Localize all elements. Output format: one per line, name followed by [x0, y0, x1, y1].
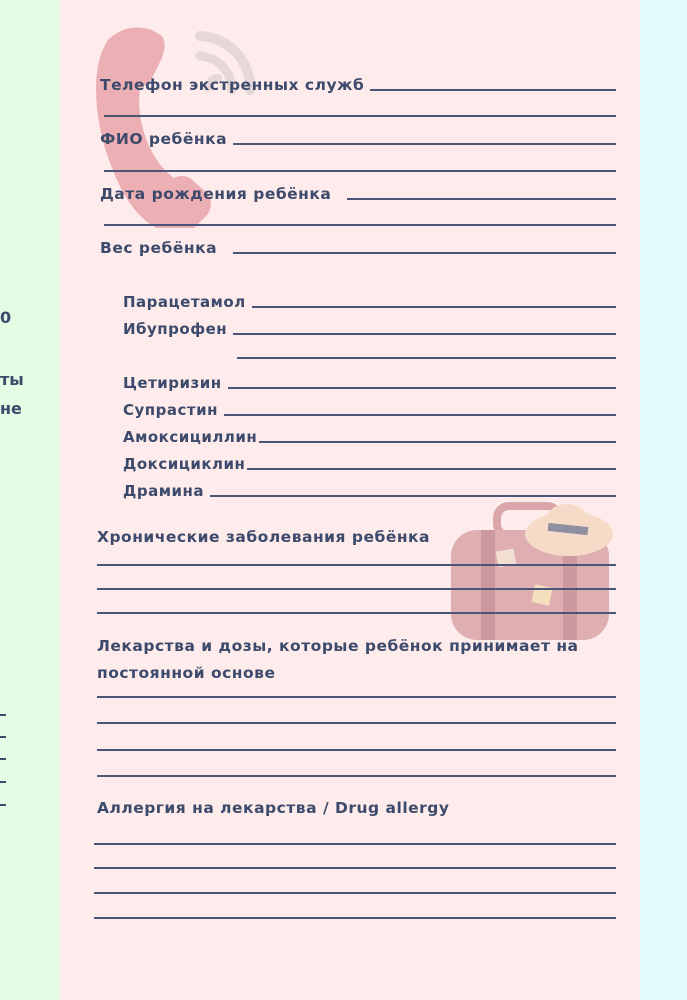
- medicine-label: Амоксициллин: [123, 428, 258, 446]
- medicine-dose-line[interactable]: [247, 468, 616, 470]
- left-page-fragment: 0: [0, 308, 12, 327]
- regular-medicines-line[interactable]: [97, 775, 616, 777]
- left-page-dash: [0, 736, 6, 738]
- regular-medicines-line[interactable]: [97, 749, 616, 751]
- left-page-dash: [0, 714, 6, 716]
- emergency-phone-line-2[interactable]: [104, 115, 616, 117]
- child-birthdate-line-2[interactable]: [104, 224, 616, 226]
- medicine-dose-line[interactable]: [233, 333, 616, 335]
- child-name-field: [100, 130, 616, 148]
- medicine-paracetamol: [123, 293, 616, 311]
- left-page-dash: [0, 804, 6, 806]
- right-neighbor-page: [640, 0, 687, 1000]
- suitcase-icon: [445, 500, 615, 645]
- medicine-dose-line[interactable]: [259, 441, 616, 443]
- medicine-dose-line[interactable]: [210, 495, 616, 497]
- drug-allergy-line[interactable]: [94, 867, 616, 869]
- left-page-dash: [0, 781, 6, 783]
- left-page-fragment: не: [0, 399, 22, 418]
- chronic-diseases-line[interactable]: [97, 564, 616, 566]
- child-weight-label: Вес ребёнка: [100, 239, 218, 257]
- child-name-line[interactable]: [233, 143, 616, 145]
- medicine-label: Ибупрофен: [123, 320, 228, 338]
- medical-info-page: [60, 0, 640, 1000]
- medicine-dramina: [123, 482, 616, 500]
- drug-allergy-line[interactable]: [94, 843, 616, 845]
- drug-allergy-line[interactable]: [94, 917, 616, 919]
- medicine-ibuprofen: [123, 320, 616, 338]
- medicine-label: Супрастин: [123, 401, 218, 419]
- regular-medicines-heading: Лекарства и дозы, которые ребёнок принимает на постоянной основе: [97, 637, 579, 682]
- medicine-dose-line[interactable]: [228, 387, 616, 389]
- medicine-label: Драмина: [123, 482, 204, 500]
- medicine-dose-line[interactable]: [252, 306, 616, 308]
- medicine-extra-line[interactable]: [237, 357, 616, 359]
- child-weight-line[interactable]: [233, 252, 616, 254]
- child-birthdate-label: Дата рождения ребёнка: [100, 185, 332, 203]
- emergency-phone-line[interactable]: [370, 89, 616, 91]
- medicine-suprastin: [123, 401, 616, 419]
- chronic-diseases-line[interactable]: [97, 588, 616, 590]
- drug-allergy-heading: Аллергия на лекарства / Drug allergy: [97, 799, 450, 817]
- drug-allergy-line[interactable]: [94, 892, 616, 894]
- child-birthdate-field: [100, 185, 616, 203]
- chronic-diseases-line[interactable]: [97, 612, 616, 614]
- child-name-line-2[interactable]: [104, 170, 616, 172]
- medicine-label: Парацетамол: [123, 293, 246, 311]
- medicine-label: Цетиризин: [123, 374, 222, 392]
- left-page-fragment: ты: [0, 370, 24, 389]
- regular-medicines-line[interactable]: [97, 696, 616, 698]
- medicine-cetirizine: [123, 374, 616, 392]
- chronic-diseases-heading: Хронические заболевания ребёнка: [97, 528, 431, 546]
- medicine-doxycycline: [123, 455, 616, 473]
- medicine-dose-line[interactable]: [224, 414, 616, 416]
- left-page-dash: [0, 758, 6, 760]
- regular-medicines-line[interactable]: [97, 722, 616, 724]
- child-name-label: ФИО ребёнка: [100, 130, 228, 148]
- medicine-amoxicillin: [123, 428, 616, 446]
- child-weight-field: [100, 239, 616, 257]
- emergency-phone-field: [100, 76, 616, 94]
- left-neighbor-page: [0, 0, 60, 1000]
- child-birthdate-line[interactable]: [347, 198, 616, 200]
- emergency-phone-label: Телефон экстренных служб: [100, 76, 365, 94]
- medicine-label: Доксициклин: [123, 455, 246, 473]
